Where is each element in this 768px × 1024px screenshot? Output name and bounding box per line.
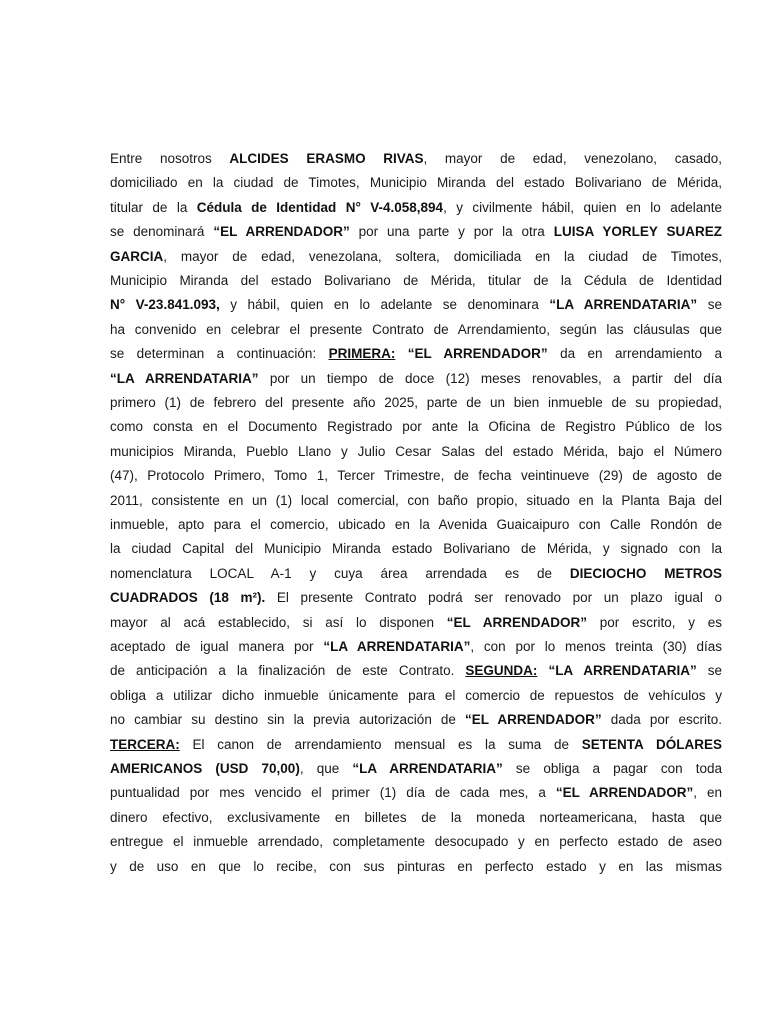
text-run: como consta en el Documento Registrado por ante la Oficina de Registro Público de los <box>110 419 722 435</box>
text-run: y hábil, quien en lo adelante se denominara <box>219 297 550 313</box>
bold-text: “EL ARRENDADOR” <box>465 712 602 728</box>
text-run: mayor al acá establecido, si así lo disponen <box>110 614 447 630</box>
text-run: titular de la <box>110 199 197 215</box>
text-run: dinero efectivo, exclusivamente en billetes de la moneda norteamericana, hasta que <box>110 809 722 825</box>
bold-text: “LA ARRENDATARIA” <box>110 370 259 386</box>
bold-text: GARCIA <box>110 248 164 264</box>
bold-text: “LA ARRENDATARIA” <box>548 663 697 679</box>
text-line <box>110 781 722 805</box>
text-run: 2011, consistente en un (1) local comercial, con baño propio, situado en la Planta Baja del <box>110 492 722 508</box>
text-line <box>110 147 722 171</box>
text-run: , en <box>693 785 722 801</box>
text-run: dada por escrito. <box>601 712 723 728</box>
text-line <box>110 196 722 220</box>
text-line <box>110 391 722 415</box>
text-run: aceptado de igual manera por <box>110 639 324 654</box>
text-line <box>110 635 722 659</box>
text-run: da en arrendamiento a <box>547 346 722 362</box>
text-run: , mayor de edad, venezolano, casado, <box>423 151 723 166</box>
text-run: , con por lo menos treinta (30) días <box>470 639 722 654</box>
text-line <box>110 708 722 732</box>
text-line <box>110 269 722 293</box>
text-line <box>110 318 722 342</box>
text-run <box>537 663 548 678</box>
bold-text: ALCIDES ERASMO RIVAS <box>229 151 424 166</box>
text-line <box>110 220 722 244</box>
text-line <box>110 489 722 513</box>
text-run: , que <box>299 761 353 776</box>
text-line <box>110 855 722 879</box>
text-run: inmueble, apto para el comercio, ubicado en la Avenida Guaicaipuro con Calle Rondón de <box>110 517 722 532</box>
text-run: por una parte y por la otra <box>349 224 554 240</box>
text-run: Municipio Miranda del estado Bolivariano de Mérida, titular de la Cédula de Identidad <box>110 273 722 288</box>
text-line <box>110 562 722 586</box>
text-run: nomenclatura LOCAL A-1 y cuya área arrendada es de <box>110 565 570 581</box>
clause-heading: TERCERA: <box>110 736 180 752</box>
bold-text: AMERICANOS (USD 70,00) <box>110 761 300 776</box>
text-run: se denominará <box>110 224 214 240</box>
text-line <box>110 733 722 757</box>
text-line <box>110 659 722 683</box>
text-run: se <box>697 297 722 313</box>
text-run: ha convenido en celebrar el presente Contrato de Arrendamiento, según las cláusulas que <box>110 321 722 337</box>
text-run: se obliga a pagar con toda <box>502 761 723 776</box>
text-run: puntualidad por mes vencido el primer (1) día de cada mes, a <box>110 785 556 801</box>
text-line <box>110 806 722 830</box>
text-line <box>110 830 722 854</box>
text-line <box>110 415 722 439</box>
text-line <box>110 245 722 269</box>
text-line <box>110 293 722 317</box>
text-line <box>110 513 722 537</box>
bold-text: CUADRADOS (18 m²). <box>110 590 266 606</box>
text-line <box>110 367 722 391</box>
bold-text: Cédula de Identidad N° V-4.058,894 <box>196 199 444 215</box>
text-run: municipios Miranda, Pueblo Llano y Julio Cesar Salas del estado Mérida, bajo el Número <box>110 443 722 459</box>
bold-text: “LA ARRENDATARIA” <box>323 639 471 654</box>
text-run: El presente Contrato podrá ser renovado por un plazo igual o <box>265 590 722 606</box>
text-line <box>110 342 722 366</box>
bold-text: SETENTA DÓLARES <box>581 736 722 752</box>
bold-text: N° V-23.841.093, <box>110 297 220 313</box>
text-line <box>110 171 722 195</box>
text-run: primero (1) de febrero del presente año 2025, parte de un bien inmueble de su propiedad, <box>110 395 722 410</box>
text-line <box>110 611 722 635</box>
bold-text: “EL ARRENDADOR” <box>446 614 588 630</box>
text-run: (47), Protocolo Primero, Tomo 1, Tercer Trimestre, de fecha veintinueve (29) de agosto de <box>110 468 722 484</box>
bold-text: “LA ARRENDATARIA” <box>549 297 698 313</box>
text-run: de anticipación a la finalización de este Contrato. <box>110 663 466 679</box>
text-run: la ciudad Capital del Municipio Miranda estado Bolivariano de Mérida, y signado con la <box>110 541 722 557</box>
text-run <box>395 346 407 361</box>
bold-text: “LA ARRENDATARIA” <box>352 761 503 776</box>
bold-text: DIECIOCHO METROS <box>569 565 722 581</box>
clause-heading: SEGUNDA: <box>465 663 538 679</box>
text-line <box>110 586 722 610</box>
text-run: domiciliado en la ciudad de Timotes, Municipio Miranda del estado Bolivariano de Mérida, <box>110 175 722 191</box>
text-run: por escrito, y es <box>587 614 722 630</box>
bold-text: LUISA YORLEY SUAREZ <box>553 224 723 240</box>
text-line <box>110 537 722 561</box>
text-run: se <box>696 663 722 679</box>
bold-text: “EL ARRENDADOR” <box>407 346 548 362</box>
text-line <box>110 464 722 488</box>
bold-text: “EL ARRENDADOR” <box>555 785 694 801</box>
text-run: entregue el inmueble arrendado, completamente desocupado y en perfecto estado de aseo <box>110 834 722 850</box>
text-line <box>110 684 722 708</box>
bold-text: “EL ARRENDADOR” <box>213 224 350 240</box>
text-run: por un tiempo de doce (12) meses renovables, a partir del día <box>258 370 722 386</box>
clause-heading: PRIMERA: <box>328 346 396 362</box>
text-run: se determinan a continuación: <box>110 346 329 362</box>
text-run: El canon de arrendamiento mensual es la suma de <box>179 736 582 752</box>
text-run: y de uso en que lo recibe, con sus pinturas en perfecto estado y en las mismas <box>110 858 722 874</box>
text-run: , y civilmente hábil, quien en lo adelante <box>443 199 722 215</box>
text-line <box>110 757 722 781</box>
text-run: no cambiar su destino sin la previa autorización de <box>110 712 466 728</box>
text-run: , mayor de edad, venezolana, soltera, domiciliada en la ciudad de Timotes, <box>163 248 722 264</box>
text-line <box>110 440 722 464</box>
text-run: obliga a utilizar dicho inmueble únicamente para el comercio de repuestos de vehículos y <box>110 687 722 703</box>
text-run: Entre nosotros <box>110 151 230 166</box>
